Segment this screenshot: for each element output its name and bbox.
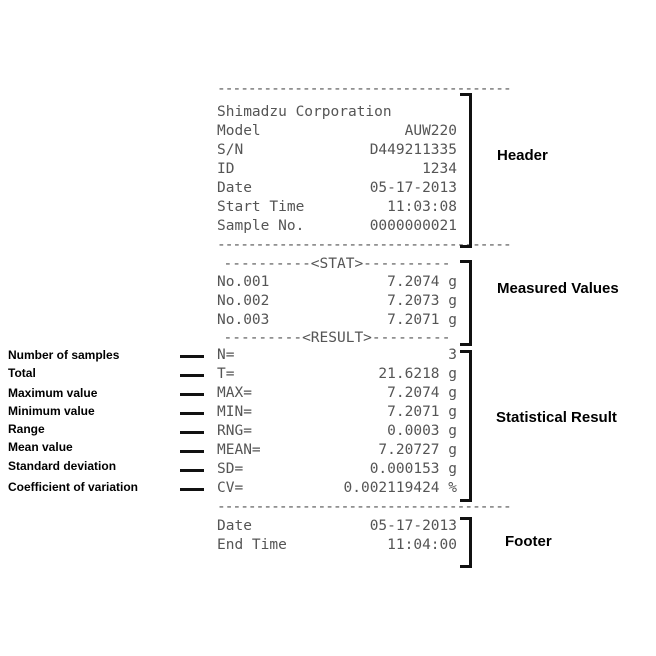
header-label: S/N — [217, 142, 244, 158]
header-row-sn — [217, 141, 457, 160]
annotation-connector — [180, 393, 204, 396]
section-label-footer: Footer — [505, 533, 552, 550]
header-value: D449211335 — [369, 142, 457, 158]
header-value: 0000000021 — [369, 218, 457, 234]
result-label: T= — [217, 366, 235, 382]
footer-row-date — [217, 517, 457, 536]
result-label: N= — [217, 347, 235, 363]
measured-value: 7.2073 g — [387, 293, 457, 309]
annotation-range: Range — [8, 422, 45, 436]
result-row-mean — [217, 441, 457, 460]
rule-top: -------------------------------------- — [217, 81, 511, 97]
header-row-id — [217, 160, 457, 179]
result-label: RNG= — [217, 423, 252, 439]
annotation-connector — [180, 450, 204, 453]
section-label-statistical-result: Statistical Result — [496, 409, 617, 426]
annotation-connector — [180, 355, 204, 358]
measured-row — [217, 311, 457, 330]
header-row-start-time — [217, 198, 457, 217]
rule-header-end: -------------------------------------- — [217, 237, 511, 253]
result-row-n — [217, 346, 457, 365]
footer-value: 11:04:00 — [387, 537, 457, 553]
stat-divider: ----------<STAT>---------- — [223, 256, 451, 272]
annotation-mean-value: Mean value — [8, 440, 73, 454]
result-row-max — [217, 384, 457, 403]
footer-bracket — [460, 517, 472, 568]
header-value: 05-17-2013 — [369, 180, 457, 196]
header-row-model — [217, 122, 457, 141]
footer-label: Date — [217, 518, 252, 534]
header-label: Model — [217, 123, 261, 139]
header-label: Date — [217, 180, 252, 196]
result-row-sd — [217, 460, 457, 479]
result-row-cv — [217, 479, 457, 498]
measured-value: 7.2071 g — [387, 312, 457, 328]
measured-values-bracket — [460, 260, 472, 346]
section-label-header: Header — [497, 147, 548, 164]
header-value: 11:03:08 — [387, 199, 457, 215]
result-label: CV= — [217, 480, 244, 496]
header-label: Start Time — [217, 199, 305, 215]
annotation-maximum-value: Maximum value — [8, 386, 98, 400]
result-row-total — [217, 365, 457, 384]
header-bracket — [460, 93, 472, 248]
rule-result-end: -------------------------------------- — [217, 499, 511, 515]
company-name: Shimadzu Corporation — [217, 104, 392, 120]
header-label: Sample No. — [217, 218, 305, 234]
result-row-min — [217, 403, 457, 422]
measured-value: 7.2074 g — [387, 274, 457, 290]
measured-row — [217, 292, 457, 311]
result-value: 7.2071 g — [387, 404, 457, 420]
result-label: MAX= — [217, 385, 252, 401]
annotation-connector — [180, 431, 204, 434]
measured-row — [217, 273, 457, 292]
result-label: MIN= — [217, 404, 252, 420]
result-label: SD= — [217, 461, 244, 477]
measured-label: No.001 — [217, 274, 270, 290]
annotation-standard-deviation: Standard deviation — [8, 459, 117, 473]
result-value: 7.20727 g — [378, 442, 457, 458]
header-row-sample-no — [217, 217, 457, 236]
annotation-coefficient-of-variation: Coefficient of variation — [8, 480, 139, 494]
annotation-total: Total — [8, 366, 36, 380]
header-value: AUW220 — [404, 123, 457, 139]
annotation-connector — [180, 488, 204, 491]
header-row-date — [217, 179, 457, 198]
header-label: ID — [217, 161, 235, 177]
result-row-range — [217, 422, 457, 441]
measured-label: No.002 — [217, 293, 270, 309]
annotation-connector — [180, 374, 204, 377]
annotation-minimum-value: Minimum value — [8, 404, 95, 418]
result-value: 3 — [448, 347, 457, 363]
annotation-connector — [180, 469, 204, 472]
footer-value: 05-17-2013 — [369, 518, 457, 534]
result-value: 0.0003 g — [387, 423, 457, 439]
annotation-number-of-samples: Number of samples — [8, 348, 120, 362]
annotation-connector — [180, 412, 204, 415]
header-value: 1234 — [422, 161, 457, 177]
result-value: 0.002119424 % — [343, 480, 457, 496]
result-divider: ---------<RESULT>--------- — [223, 330, 451, 346]
section-label-measured-values: Measured Values — [497, 280, 619, 297]
footer-label: End Time — [217, 537, 287, 553]
result-value: 7.2074 g — [387, 385, 457, 401]
measured-label: No.003 — [217, 312, 270, 328]
result-value: 0.000153 g — [369, 461, 457, 477]
result-label: MEAN= — [217, 442, 261, 458]
result-value: 21.6218 g — [378, 366, 457, 382]
statistical-result-bracket — [460, 350, 472, 502]
footer-row-end-time — [217, 536, 457, 555]
